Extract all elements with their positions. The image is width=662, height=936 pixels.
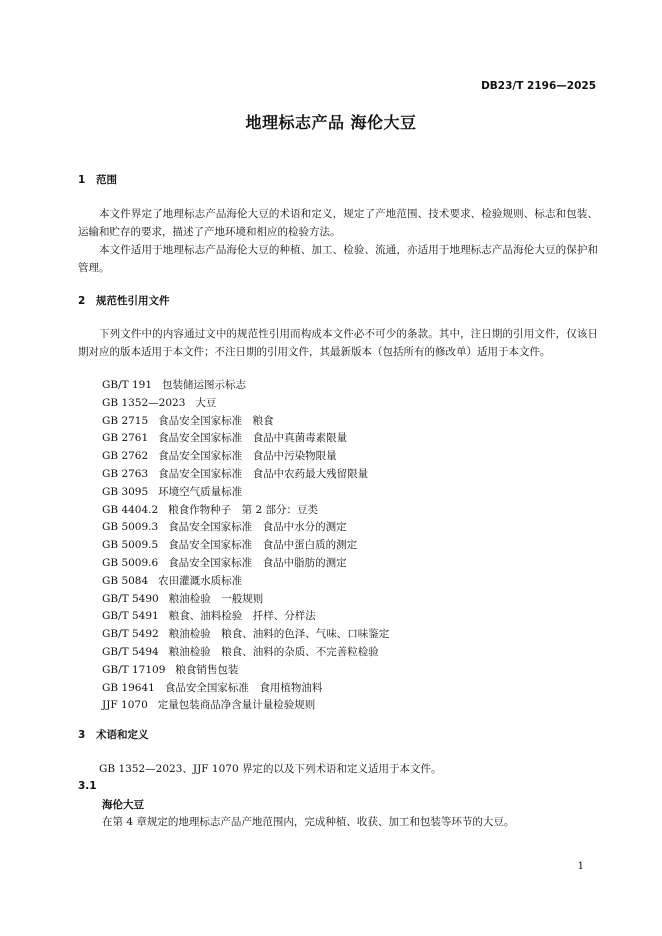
reference-item <box>102 519 389 537</box>
reference-title: 粮食作物种子 第 2 部分：豆类 <box>168 503 319 516</box>
reference-title: 食品安全国家标准 食品中水分的测定 <box>168 521 347 534</box>
reference-code: GB 19641 <box>102 681 155 694</box>
section-title: 规范性引用文件 <box>96 295 170 307</box>
reference-title: 农田灌溉水质标准 <box>158 574 243 587</box>
reference-code: GB/T 17109 <box>102 663 166 676</box>
reference-list <box>102 377 389 715</box>
section-heading-scope <box>78 172 117 187</box>
terms-intro-paragraph: GB 1352—2023、JJF 1070 界定的以及下列术语和定义适用于本文件。 <box>99 763 442 775</box>
term-number: 3.1 <box>78 780 97 792</box>
reference-title: 大豆 <box>195 396 217 409</box>
reference-item <box>102 537 389 555</box>
reference-title: 环境空气质量标准 <box>158 485 243 498</box>
reference-item <box>102 608 389 626</box>
reference-item <box>102 466 389 484</box>
reference-item <box>102 413 389 431</box>
reference-item <box>102 591 389 609</box>
reference-title: 食品安全国家标准 食品中脂肪的测定 <box>168 556 347 569</box>
reference-code: GB 5084 <box>102 574 149 587</box>
reference-code: GB 4404.2 <box>102 503 159 516</box>
document-title: 地理标志产品 海伦大豆 <box>245 113 417 132</box>
section-title: 范围 <box>96 174 117 186</box>
reference-code: GB/T 5494 <box>102 645 159 658</box>
section-number: 2 <box>78 295 86 307</box>
reference-code: GB/T 5492 <box>102 628 159 641</box>
section-title: 术语和定义 <box>96 729 149 741</box>
reference-title: 食品安全国家标准 粮食 <box>158 414 274 427</box>
reference-title: 包装储运图示标志 <box>162 379 247 391</box>
reference-item <box>102 430 389 448</box>
document-code: DB23/T 2196—2025 <box>481 80 596 92</box>
normative-intro-paragraph: 下列文件中的内容通过文中的规范性引用而构成本文件必不可少的条款。其中，注日期的引用文件，仅该日期对应的版本适用于本文件；不注日期的引用文件，其最新版本（包括所有的修改单）适用于本文件。 <box>78 328 598 358</box>
reference-code: GB 1352—2023 <box>102 396 186 409</box>
reference-item <box>102 697 389 715</box>
reference-code: GB 5009.3 <box>102 521 159 534</box>
reference-code: GB 2715 <box>102 414 149 427</box>
scope-paragraph-2: 本文件适用于地理标志产品海伦大豆的种植、加工、检验、流通，亦适用于地理标志产品海伦大豆的保护和管理。 <box>78 244 598 274</box>
reference-item <box>102 502 389 520</box>
section-heading-terms <box>78 727 149 742</box>
section-number: 1 <box>78 174 86 186</box>
reference-title: 食品安全国家标准 食用植物油料 <box>164 681 323 694</box>
reference-item <box>102 626 389 644</box>
reference-item <box>102 573 389 591</box>
reference-title: 食品安全国家标准 食品中蛋白质的测定 <box>168 539 358 552</box>
reference-code: JJF 1070 <box>102 699 148 712</box>
reference-code: GB 5009.6 <box>102 556 159 569</box>
reference-item <box>102 644 389 662</box>
reference-code: GB 2763 <box>102 467 149 480</box>
scope-paragraph-1: 本文件界定了地理标志产品海伦大豆的术语和定义，规定了产地范围、技术要求、检验规则、标志和包装、运输和贮存的要求，描述了产地环境和相应的检验方法。 <box>78 208 598 238</box>
reference-title: 定量包装商品净含量计量检验规则 <box>157 699 316 712</box>
reference-code: GB 5009.5 <box>102 539 159 552</box>
reference-title: 食品安全国家标准 食品中真菌毒素限量 <box>158 432 348 445</box>
term-name: 海伦大豆 <box>102 799 144 811</box>
reference-code: GB/T 191 <box>102 379 153 391</box>
reference-code: GB 2761 <box>102 432 149 445</box>
reference-code: GB/T 5491 <box>102 610 159 623</box>
reference-code: GB 2762 <box>102 450 149 463</box>
reference-item <box>102 680 389 698</box>
section-number: 3 <box>78 729 86 741</box>
reference-title: 食品安全国家标准 食品中污染物限量 <box>158 450 337 463</box>
reference-code: GB/T 5490 <box>102 592 159 605</box>
reference-title: 食品安全国家标准 食品中农药最大残留限量 <box>158 467 369 480</box>
reference-code: GB 3095 <box>102 485 149 498</box>
reference-item <box>102 448 389 466</box>
reference-item <box>102 555 389 573</box>
page-number: 1 <box>577 861 584 872</box>
reference-title: 粮食销售包装 <box>175 663 239 676</box>
term-definition: 在第 4 章规定的地理标志产品产地范围内，完成种植、收获、加工和包装等环节的大豆。 <box>102 816 515 828</box>
reference-item <box>102 377 389 395</box>
reference-title: 粮食、油料检验 扦样、分样法 <box>168 610 316 623</box>
reference-item <box>102 395 389 413</box>
section-heading-normative-references <box>78 293 170 308</box>
reference-item <box>102 662 389 680</box>
reference-title: 粮油检验 粮食、油料的色泽、气味、口味鉴定 <box>168 628 390 641</box>
reference-item <box>102 484 389 502</box>
reference-title: 粮油检验 粮食、油料的杂质、不完善粒检验 <box>168 645 379 658</box>
reference-title: 粮油检验 一般规则 <box>168 592 264 605</box>
